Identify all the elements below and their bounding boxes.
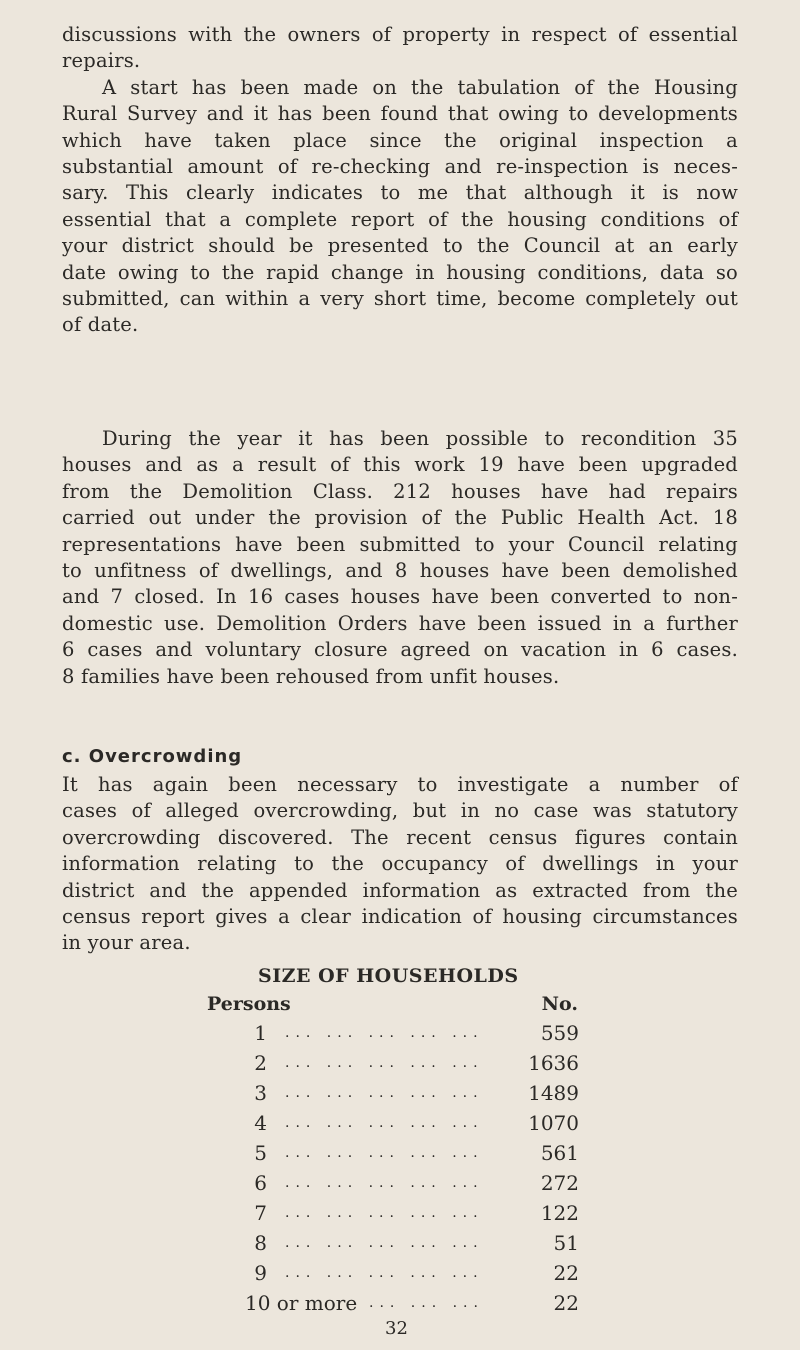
text-line: During the year it has been possible to recondition 35 xyxy=(102,427,738,450)
text-line: carried out under the provision of the Public Health Act. 18 xyxy=(62,506,738,530)
text-line: overcrowding discovered. The recent census figures contain xyxy=(62,825,738,849)
text-line: repairs. xyxy=(62,49,141,73)
count-cell: 22 xyxy=(553,1261,579,1285)
paragraph-overcrowding xyxy=(62,772,738,957)
text-line: from the Demolition Class. 212 houses have had repairs xyxy=(62,479,738,503)
leader-dots: ... ... ... ... ... xyxy=(285,1025,484,1041)
text-line: substantial amount of re-checking and re-inspection is neces- xyxy=(62,154,738,178)
column-header-persons: Persons xyxy=(207,993,291,1015)
persons-cell: 1 xyxy=(254,1021,267,1045)
persons-cell: 9 xyxy=(254,1261,267,1285)
table-title: SIZE OF HOUSEHOLDS xyxy=(258,965,519,987)
text-line: district and the appended information as extracted from the xyxy=(62,878,738,902)
table-row xyxy=(207,1200,579,1226)
column-header-no: No. xyxy=(541,993,578,1015)
count-cell: 559 xyxy=(540,1021,579,1045)
table-row xyxy=(207,1080,579,1106)
text-line: to unfitness of dwellings, and 8 houses have been demolished xyxy=(62,558,738,582)
leader-dots: ... ... ... ... ... xyxy=(285,1265,484,1281)
persons-cell: 4 xyxy=(254,1111,267,1135)
leader-dots: ... ... ... ... ... xyxy=(285,1115,484,1131)
leader-dots: ... ... ... ... ... xyxy=(285,1235,484,1251)
count-cell: 1070 xyxy=(528,1111,579,1135)
text-line: your district should be presented to the Council at an early xyxy=(62,234,738,258)
text-line: in your area. xyxy=(62,931,191,955)
page-number: 32 xyxy=(385,1318,408,1339)
leader-dots: ... ... ... xyxy=(369,1295,484,1311)
text-line: discussions with the owners of property in respect of essential xyxy=(62,23,738,46)
text-line: It has again been necessary to investigate a number of xyxy=(62,773,738,796)
count-cell: 22 xyxy=(553,1291,579,1315)
text-line: essential that a complete report of the housing conditions of xyxy=(62,207,738,231)
persons-cell: 10 or more xyxy=(245,1291,358,1315)
text-line: of date. xyxy=(62,313,139,337)
leader-dots: ... ... ... ... ... xyxy=(285,1085,484,1101)
table-row xyxy=(207,1290,579,1316)
persons-cell: 6 xyxy=(254,1171,267,1195)
count-cell: 51 xyxy=(553,1231,579,1255)
leader-dots: ... ... ... ... ... xyxy=(285,1175,484,1191)
table-row xyxy=(207,1230,579,1256)
persons-cell: 5 xyxy=(254,1141,267,1165)
text-line: 8 families have been rehoused from unfit houses. xyxy=(62,664,560,688)
text-line: which have taken place since the original inspection a xyxy=(62,128,738,152)
text-line: domestic use. Demolition Orders have been issued in a further xyxy=(62,611,738,635)
text-line: sary. This clearly indicates to me that although it is now xyxy=(62,181,738,205)
persons-cell: 2 xyxy=(254,1051,267,1075)
text-line: Rural Survey and it has been found that owing to developments xyxy=(62,102,738,126)
table-row xyxy=(207,1050,579,1076)
table-row xyxy=(207,1020,579,1046)
count-cell: 272 xyxy=(540,1171,579,1195)
leader-dots: ... ... ... ... ... xyxy=(285,1145,484,1161)
leader-dots: ... ... ... ... ... xyxy=(285,1055,484,1071)
text-line: houses and as a result of this work 19 have been upgraded xyxy=(62,453,738,477)
text-line: information relating to the occupancy of dwellings in your xyxy=(62,852,738,876)
table-row xyxy=(207,1140,579,1166)
count-cell: 561 xyxy=(540,1141,579,1165)
count-cell: 1636 xyxy=(528,1051,579,1075)
text-line: submitted, can within a very short time, become completely out xyxy=(62,286,738,310)
text-line: cases of alleged overcrowding, but in no case was statutory xyxy=(62,799,738,823)
count-cell: 122 xyxy=(540,1201,579,1225)
table-row xyxy=(207,1260,579,1286)
text-line: census report gives a clear indication of housing circumstances xyxy=(62,904,738,928)
table-row xyxy=(207,1110,579,1136)
paragraph-repairs-survey xyxy=(62,22,738,339)
persons-cell: 7 xyxy=(254,1201,267,1225)
persons-cell: 8 xyxy=(254,1231,267,1255)
paragraph-reconditioning xyxy=(62,426,738,690)
count-cell: 1489 xyxy=(528,1081,579,1105)
text-line: 6 cases and voluntary closure agreed on vacation in 6 cases. xyxy=(62,638,738,662)
section-heading-overcrowding: c. Overcrowding xyxy=(62,746,243,767)
text-line: representations have been submitted to your Council relating xyxy=(62,532,738,556)
text-line: A start has been made on the tabulation of the Housing xyxy=(102,75,738,99)
text-line: date owing to the rapid change in housing conditions, data so xyxy=(62,260,738,284)
text-line: and 7 closed. In 16 cases houses have been converted to non- xyxy=(62,585,738,609)
persons-cell: 3 xyxy=(254,1081,267,1105)
leader-dots: ... ... ... ... ... xyxy=(285,1205,484,1221)
table-row xyxy=(207,1170,579,1196)
